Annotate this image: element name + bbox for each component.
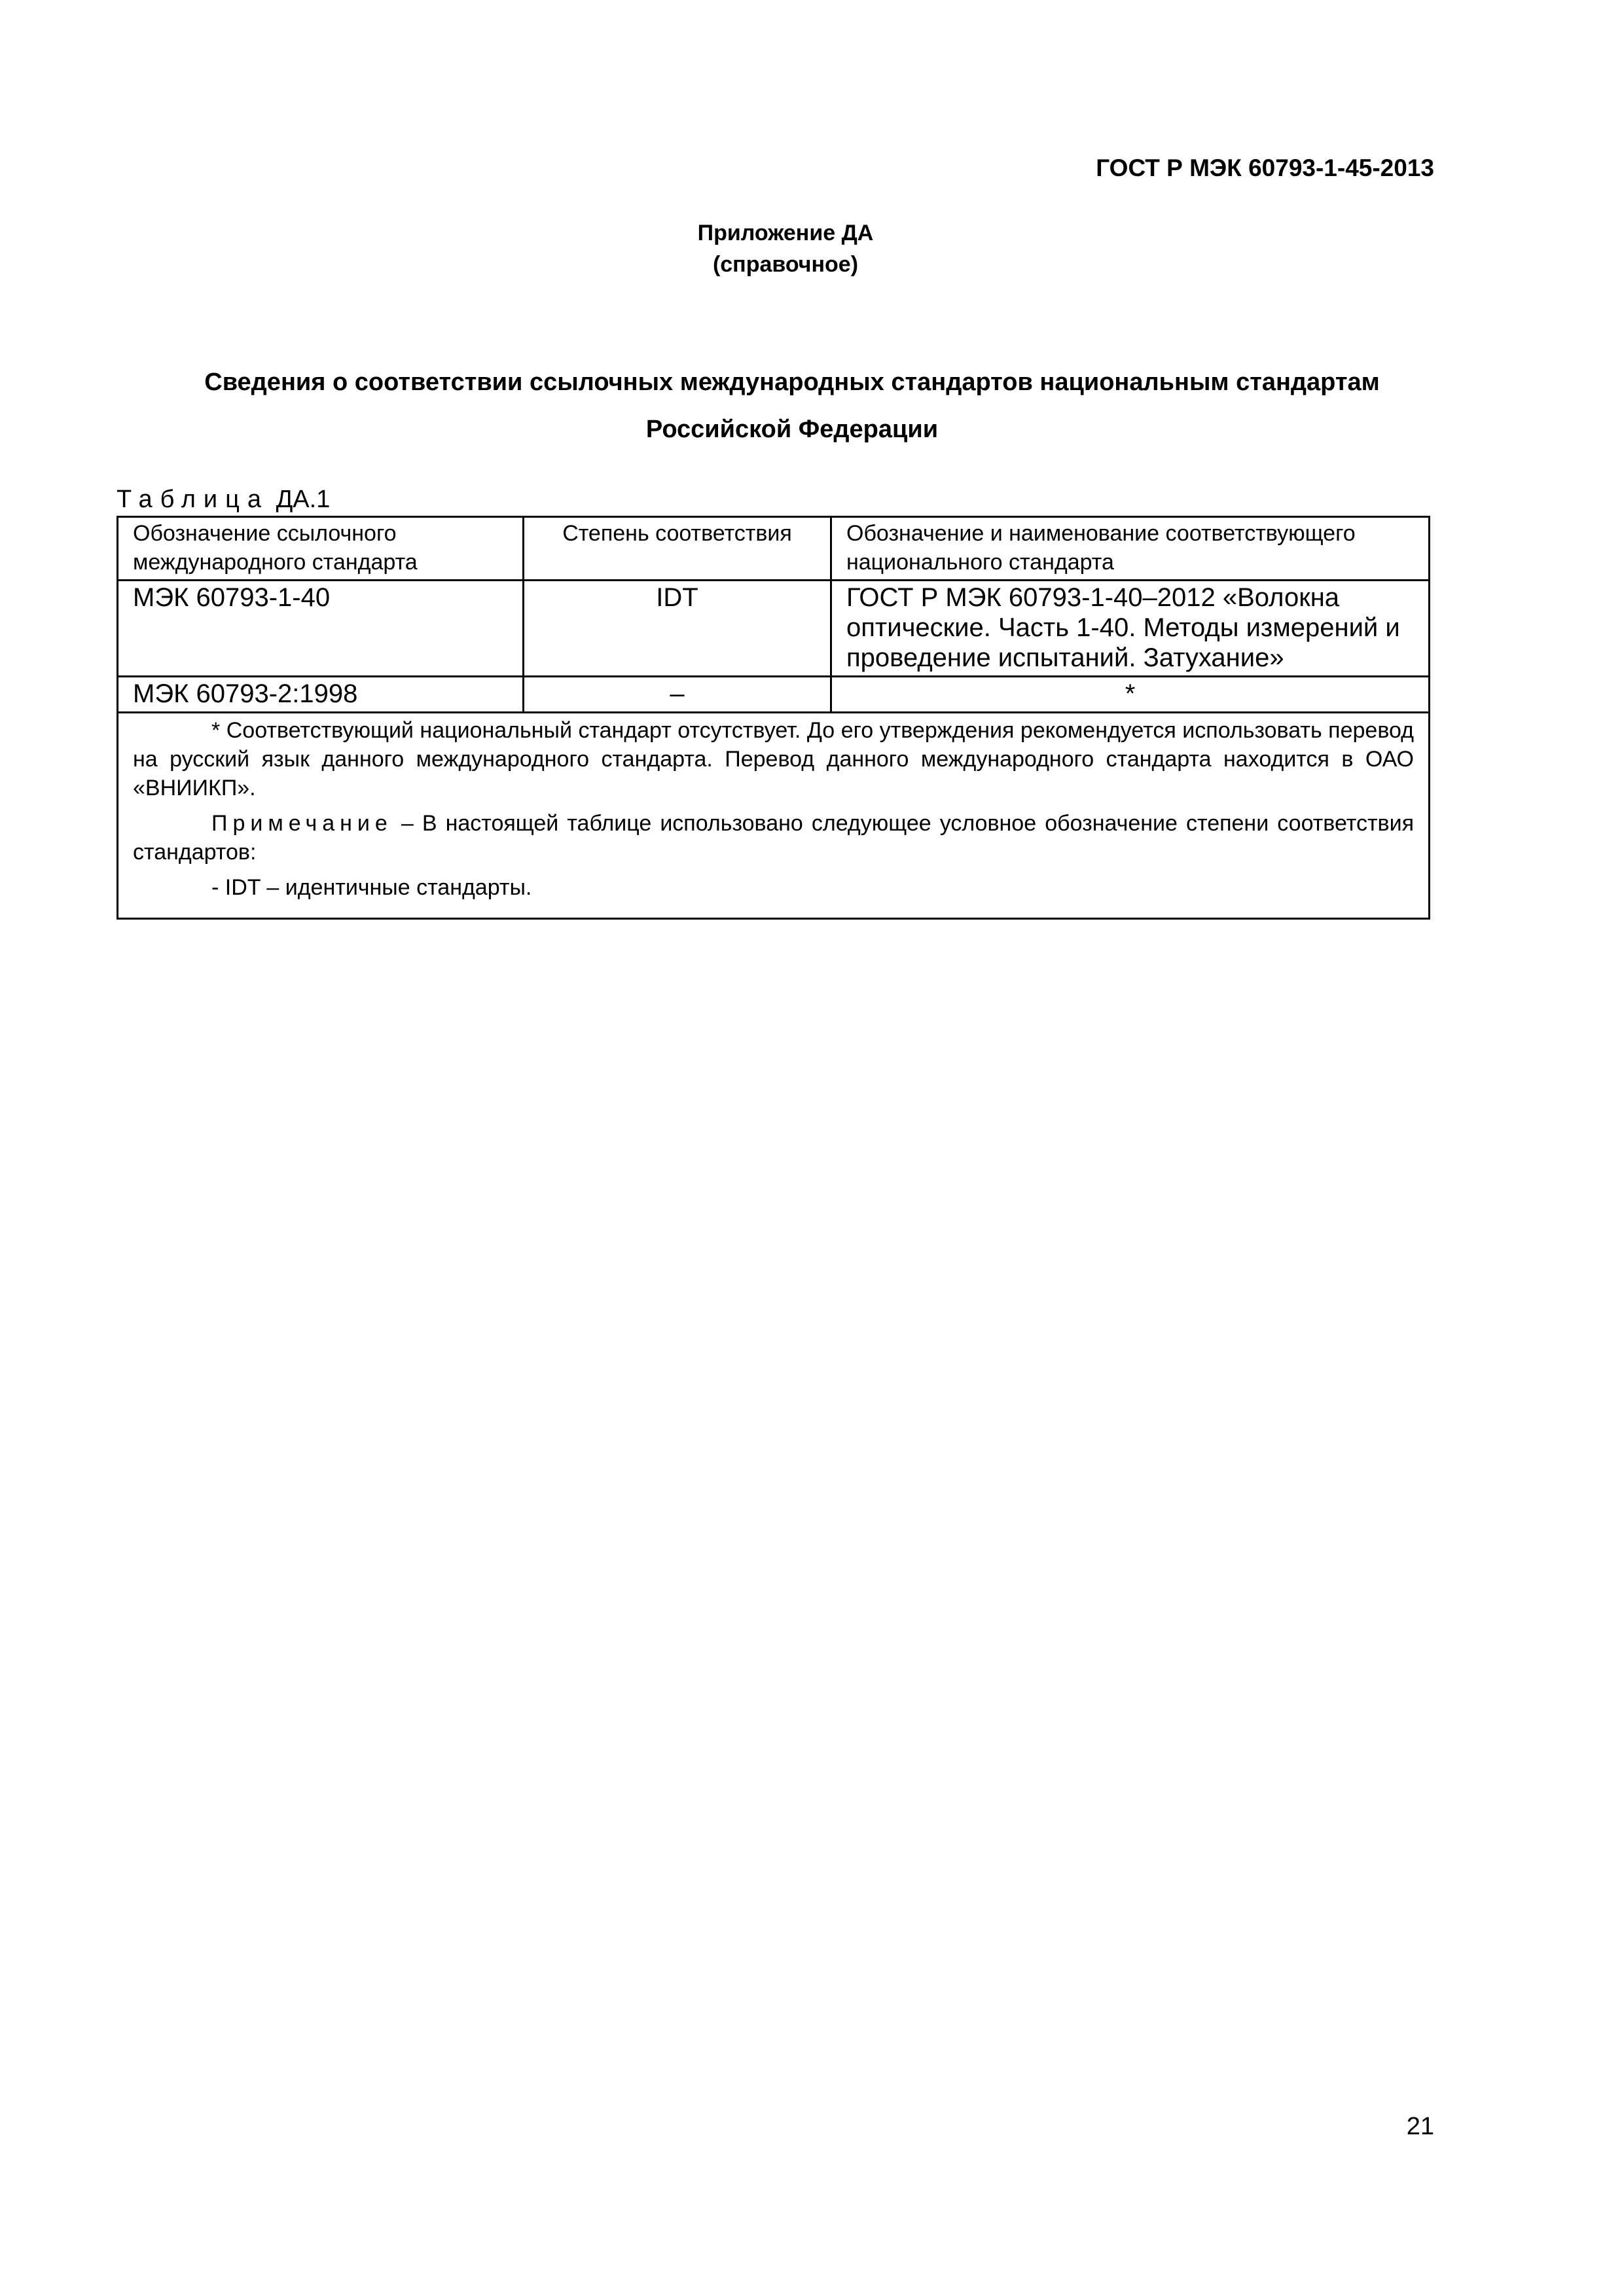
document-code: ГОСТ Р МЭК 60793-1-45-2013 <box>1096 154 1434 181</box>
table-header-row <box>118 517 1430 581</box>
table-row <box>118 677 1430 713</box>
header-international-standard: Обозначение ссылочного международного стандарта <box>118 517 524 581</box>
table-notes-row <box>118 713 1430 919</box>
table-row <box>118 581 1430 677</box>
cell-national-standard: * <box>831 677 1430 713</box>
document-title-line-1: Сведения о соответствии ссылочных международных стандартов национальным стандартам <box>204 368 1380 396</box>
table-label <box>117 486 330 514</box>
page-number: 21 <box>1406 2113 1434 2140</box>
footnote: * Соответствующий национальный стандарт отсутствует. До его утверждения рекомендуется использовать перевод на русский язык данного международного стандарта. Перевод данного международного стандарта находится в ОАО «ВНИИКП». <box>133 718 1414 800</box>
cell-international-standard: МЭК 60793-2:1998 <box>118 677 524 713</box>
annex-heading <box>0 217 1571 280</box>
annex-title: Приложение ДА <box>697 221 874 245</box>
note-item: - IDT – идентичные стандарты. <box>211 875 532 900</box>
note <box>133 809 1414 867</box>
table-label-word: Таблица <box>117 486 269 513</box>
cell-degree: IDT <box>524 581 831 677</box>
cell-degree: – <box>524 677 831 713</box>
annex-subtitle: (справочное) <box>712 252 859 277</box>
correspondence-table <box>117 516 1430 920</box>
header-degree-of-correspondence: Степень соответствия <box>524 517 831 581</box>
cell-national-standard: ГОСТ Р МЭК 60793-1-40–2012 «Волокна оптические. Часть 1-40. Методы измерений и проведение испытаний. Затухание» <box>831 581 1430 677</box>
document-title <box>105 359 1479 453</box>
cell-international-standard: МЭК 60793-1-40 <box>118 581 524 677</box>
document-title-line-2: Российской Федерации <box>645 416 939 443</box>
note-label: Примечание <box>211 811 393 836</box>
note-text: – В настоящей таблице использовано следующее условное обозначение степени соответствия стандартов: <box>133 811 1414 865</box>
header-national-standard: Обозначение и наименование соответствующего национального стандарта <box>831 517 1430 581</box>
table-notes <box>118 713 1430 919</box>
table-label-number: ДА.1 <box>276 486 331 513</box>
